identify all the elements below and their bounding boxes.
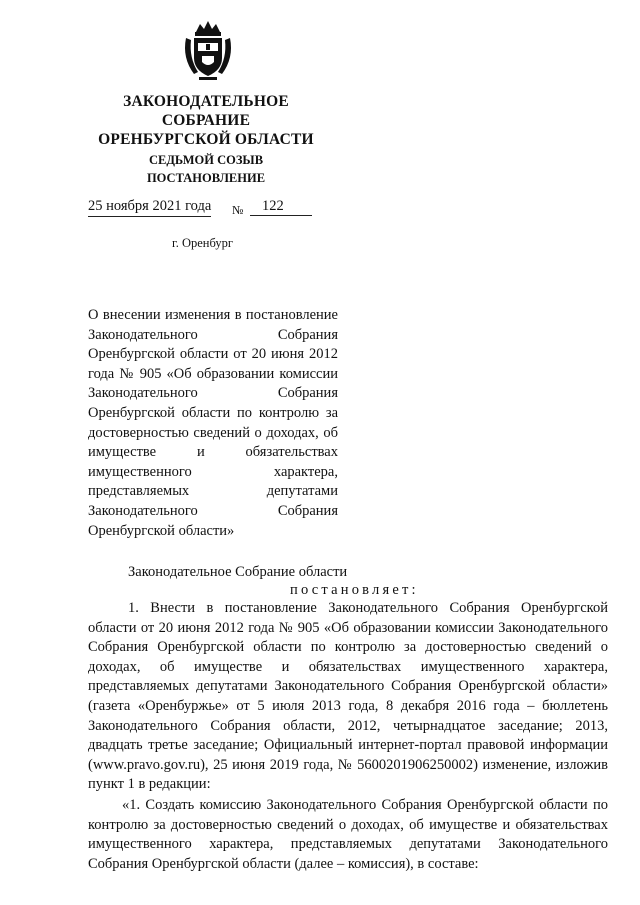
org-name-line-1: ЗАКОНОДАТЕЛЬНОЕ	[123, 93, 289, 110]
coat-of-arms-icon	[180, 18, 236, 80]
org-name-line-3: ОРЕНБУРГСКОЙ ОБЛАСТИ	[98, 131, 314, 148]
document-type: ПОСТАНОВЛЕНИЕ	[146, 171, 266, 185]
paragraph-1: 1. Внести в постановление Законодательного Собрания Оренбургской области от 20 июня 2012 года № 905 «Об образовании комиссии Законодательного Собрания Оренбургской области по контролю за достоверностью сведений о доходах, об имуществе и обязательствах имущественного характера, представляемых депутатами Законодательного Собрания Оренбургской области» (газета «Оренбуржье» от 5 июля 2013 года, 8 декабря 2016 года – бюллетень Законодательного Собрания области, 2012, четырнадцатое заседание; 2013, двадцать третье заседание; Официальный интернет-портал правовой информации (www.pravo.gov.ru), 25 июня 2019 года, № 5600201906250002) изменение, изложив пункт 1 в редакции:	[88, 600, 608, 793]
paragraph-2: «1. Создать комиссию Законодательного Собрания Оренбургской области по контролю за достоверностью сведений о доходах, об имуществе и обязательствах имущественного характера, представляемых депутатами Законодательного Собрания Оренбургской области (далее – комиссия), в составе:	[88, 797, 608, 872]
city: г. Оренбург	[172, 236, 233, 250]
number-sign: №	[232, 203, 244, 217]
convocation: СЕДЬМОЙ СОЗЫВ	[148, 153, 264, 167]
document-number: 122	[250, 198, 312, 216]
document-date	[88, 198, 211, 217]
document-subject: О внесении изменения в постановление Законодательного Собрания Оренбургской области от 20 июня 2012 года № 905 «Об образовании комиссии Законодательного Собрания Оренбургской области по контролю за достоверностью сведений о доходах, об имуществе и обязательствах имущественного характера, представляемых депутатами Законодательного Собрания Оренбургской области»	[88, 307, 338, 539]
org-name-line-2: СОБРАНИЕ	[161, 112, 251, 129]
resolves-word: постановляет:	[290, 582, 419, 598]
date-value: 25 ноября 2021 года	[88, 198, 211, 217]
preamble: Законодательное Собрание области	[128, 564, 348, 580]
